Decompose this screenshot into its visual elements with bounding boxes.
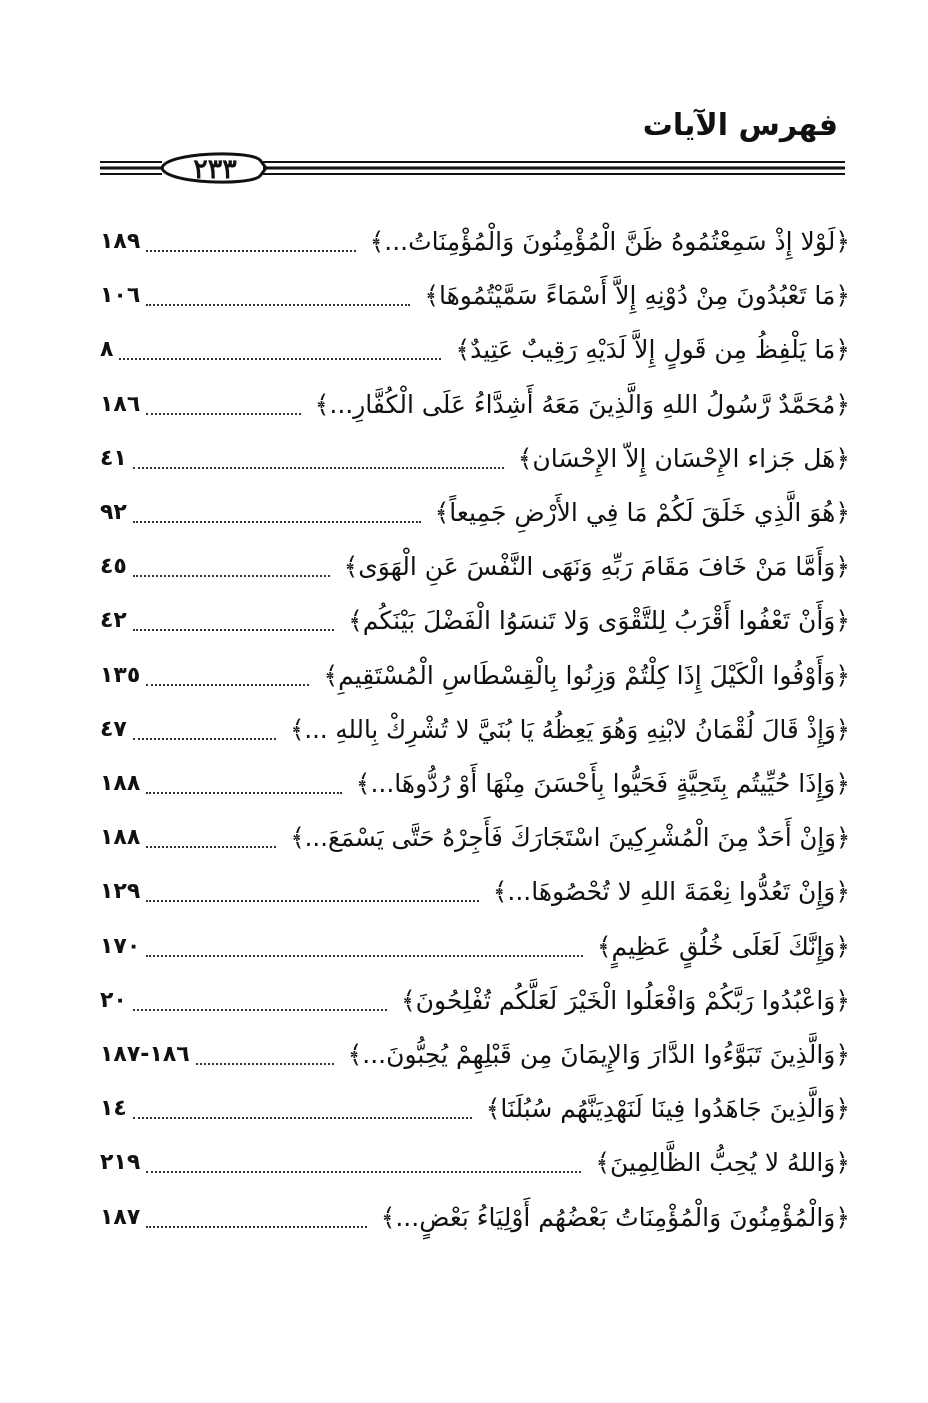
- index-entry: [100, 708, 850, 752]
- dot-leader: [146, 1171, 581, 1173]
- dot-leader: [133, 1117, 472, 1119]
- page-reference: ٨: [100, 337, 114, 363]
- page-reference: ١٨٨: [100, 825, 141, 851]
- page-reference: ١٧٠: [100, 933, 141, 959]
- page-reference: ١٨٨: [100, 771, 141, 796]
- page-reference: ١٢٩: [100, 879, 141, 905]
- verse-text: ﴿مُحَمَّدٌ رَّسُولُ اللهِ وَالَّذِينَ مَعَهُ أَشِدَّاءُ عَلَى الْكُفَّارِ...﴾: [314, 389, 850, 419]
- verse-text: ﴿هَل جَزاء الإِحْسَان إِلاّ الإِحْسَان﴾: [517, 443, 850, 473]
- index-entry: [100, 979, 850, 1023]
- page-number: ٢٣٣: [193, 153, 237, 185]
- verse-text: ﴿وَاللهُ لا يُحِبُّ الظَّالِمِينَ﴾: [595, 1148, 850, 1178]
- dot-leader: [133, 575, 330, 577]
- page-reference: ٤١: [100, 445, 127, 471]
- index-entry: [100, 599, 850, 643]
- verse-text: ﴿هُوَ الَّذِي خَلَقَ لَكُمْ مَا فِي الأَرْضِ جَمِيعاً﴾: [434, 498, 850, 527]
- verse-text: ﴿وَالَّذِينَ تَبَوَّءُوا الدَّارَ وَالإِيمَانَ مِن قَبْلِهِمْ يُحِبُّونَ...﴾: [347, 1040, 850, 1069]
- index-entry: [100, 545, 850, 589]
- verse-text: ﴿وَأَوْفُوا الْكَيْلَ إِذَا كِلْتُمْ وَزِنُوا بِالْقِسْطَاسِ الْمُسْتَقِيمِ﴾: [323, 660, 850, 690]
- index-entry: [100, 1196, 850, 1240]
- verse-text: ﴿وَاعْبُدُوا رَبَّكُمْ وَافْعَلُوا الْخَيْرَ لَعَلَّكُم تُفْلِحُونَ﴾: [400, 985, 850, 1015]
- index-entry: [100, 870, 850, 914]
- index-entry: [100, 816, 850, 860]
- verse-text: ﴿مَا تَعْبُدُونَ مِنْ دُوْنِهِ إِلاَّ أَسْمَاءً سَمَّيْتُمُوهَا﴾: [424, 281, 850, 311]
- dot-leader: [146, 955, 583, 957]
- verse-text: ﴿وَإِنَّكَ لَعَلَى خُلُقٍ عَظِيمٍ﴾: [596, 931, 850, 961]
- dot-leader: [133, 467, 504, 469]
- index-entry: [100, 383, 850, 427]
- verse-text: ﴿وَالَّذِينَ جَاهَدُوا فِينَا لَنَهْدِيَنَّهُم سُبُلَنَا﴾: [485, 1094, 850, 1124]
- index-entry: [100, 274, 850, 318]
- dot-leader: [133, 521, 421, 523]
- index-entry: [100, 654, 850, 698]
- dot-leader: [146, 792, 342, 794]
- page-reference: ١٠٦: [100, 283, 141, 309]
- verse-text: ﴿لَوْلا إِذْ سَمِعْتُمُوهُ ظَنَّ الْمُؤْمِنُونَ وَالْمُؤْمِنَاتُ...﴾: [369, 227, 850, 256]
- dot-leader: [146, 1226, 366, 1228]
- index-entry: [100, 1141, 850, 1185]
- verse-text: ﴿وَإِذْ قَالَ لُقْمَانُ لابْنِهِ وَهُوَ يَعِظُهُ يَا بُنَيَّ لا تُشْرِكْ بِاللهِ ...﴾: [290, 714, 850, 744]
- page-reference: ١٨٩: [100, 229, 141, 254]
- index-entry: [100, 762, 850, 806]
- index-entry: [100, 437, 850, 481]
- page-reference: ٢٠: [100, 987, 127, 1013]
- dot-leader: [133, 629, 334, 631]
- verse-text: ﴿وَأَنْ تَعْفُوا أَقْرَبُ لِلتَّقْوَى وَلا تَنسَوُا الْفَضْلَ بَيْنَكُم﴾: [348, 606, 850, 636]
- page-reference: ٤٧: [100, 716, 127, 742]
- dot-leader: [146, 846, 276, 848]
- page-reference: ١٣٥: [100, 662, 141, 688]
- dot-leader: [146, 413, 300, 415]
- page-reference: ١٤: [100, 1096, 127, 1122]
- dot-leader: [196, 1063, 334, 1065]
- page-reference: ١٨٧: [100, 1204, 141, 1230]
- dot-leader: [146, 250, 355, 252]
- index-entry: [100, 491, 850, 535]
- page-reference: ٢١٩: [100, 1150, 141, 1176]
- verse-text: ﴿وَالْمُؤْمِنُونَ وَالْمُؤْمِنَاتُ بَعْضُهُم أَوْلِيَاءُ بَعْضٍ...﴾: [380, 1202, 850, 1232]
- page-reference: ١٨٦-١٨٧: [100, 1042, 190, 1067]
- index-entry: [100, 1087, 850, 1131]
- page-title: فهرس الآيات: [642, 108, 838, 143]
- dot-leader: [133, 1009, 387, 1011]
- verse-text: ﴿وَإِنْ تَعُدُّوا نِعْمَةَ اللهِ لا تُحْصُوهَا...﴾: [492, 877, 850, 907]
- index-entry: [100, 925, 850, 969]
- verse-text: ﴿وَإِنْ أَحَدٌ مِنَ الْمُشْرِكِينَ اسْتَجَارَكَ فَأَجِرْهُ حَتَّى يَسْمَعَ...﴾: [290, 823, 850, 853]
- page-reference: ١٨٦: [100, 391, 141, 417]
- page-reference: ٤٥: [100, 554, 127, 580]
- index-entry: [100, 328, 850, 372]
- dot-leader: [146, 900, 478, 902]
- dot-leader: [119, 358, 441, 360]
- index-entry: [100, 220, 850, 264]
- verse-text: ﴿وَأَمَّا مَنْ خَافَ مَقَامَ رَبِّهِ وَنَهَى النَّفْسَ عَنِ الْهَوَى﴾: [343, 552, 850, 582]
- index-entry: [100, 1033, 850, 1077]
- page-reference: ٩٢: [100, 500, 127, 525]
- verse-text: ﴿مَا يَلْفِظُ مِن قَولٍ إِلاَّ لَدَيْهِ رَقِيبٌ عَتِيدٌ﴾: [455, 335, 850, 365]
- dot-leader: [133, 738, 276, 740]
- page-reference: ٤٢: [100, 608, 127, 634]
- dot-leader: [146, 304, 410, 306]
- verse-text: ﴿وَإِذَا حُيِّيتُم بِتَحِيَّةٍ فَحَيُّوا بِأَحْسَنَ مِنْهَا أَوْ رُدُّوهَا...﴾: [355, 769, 850, 798]
- dot-leader: [146, 684, 309, 686]
